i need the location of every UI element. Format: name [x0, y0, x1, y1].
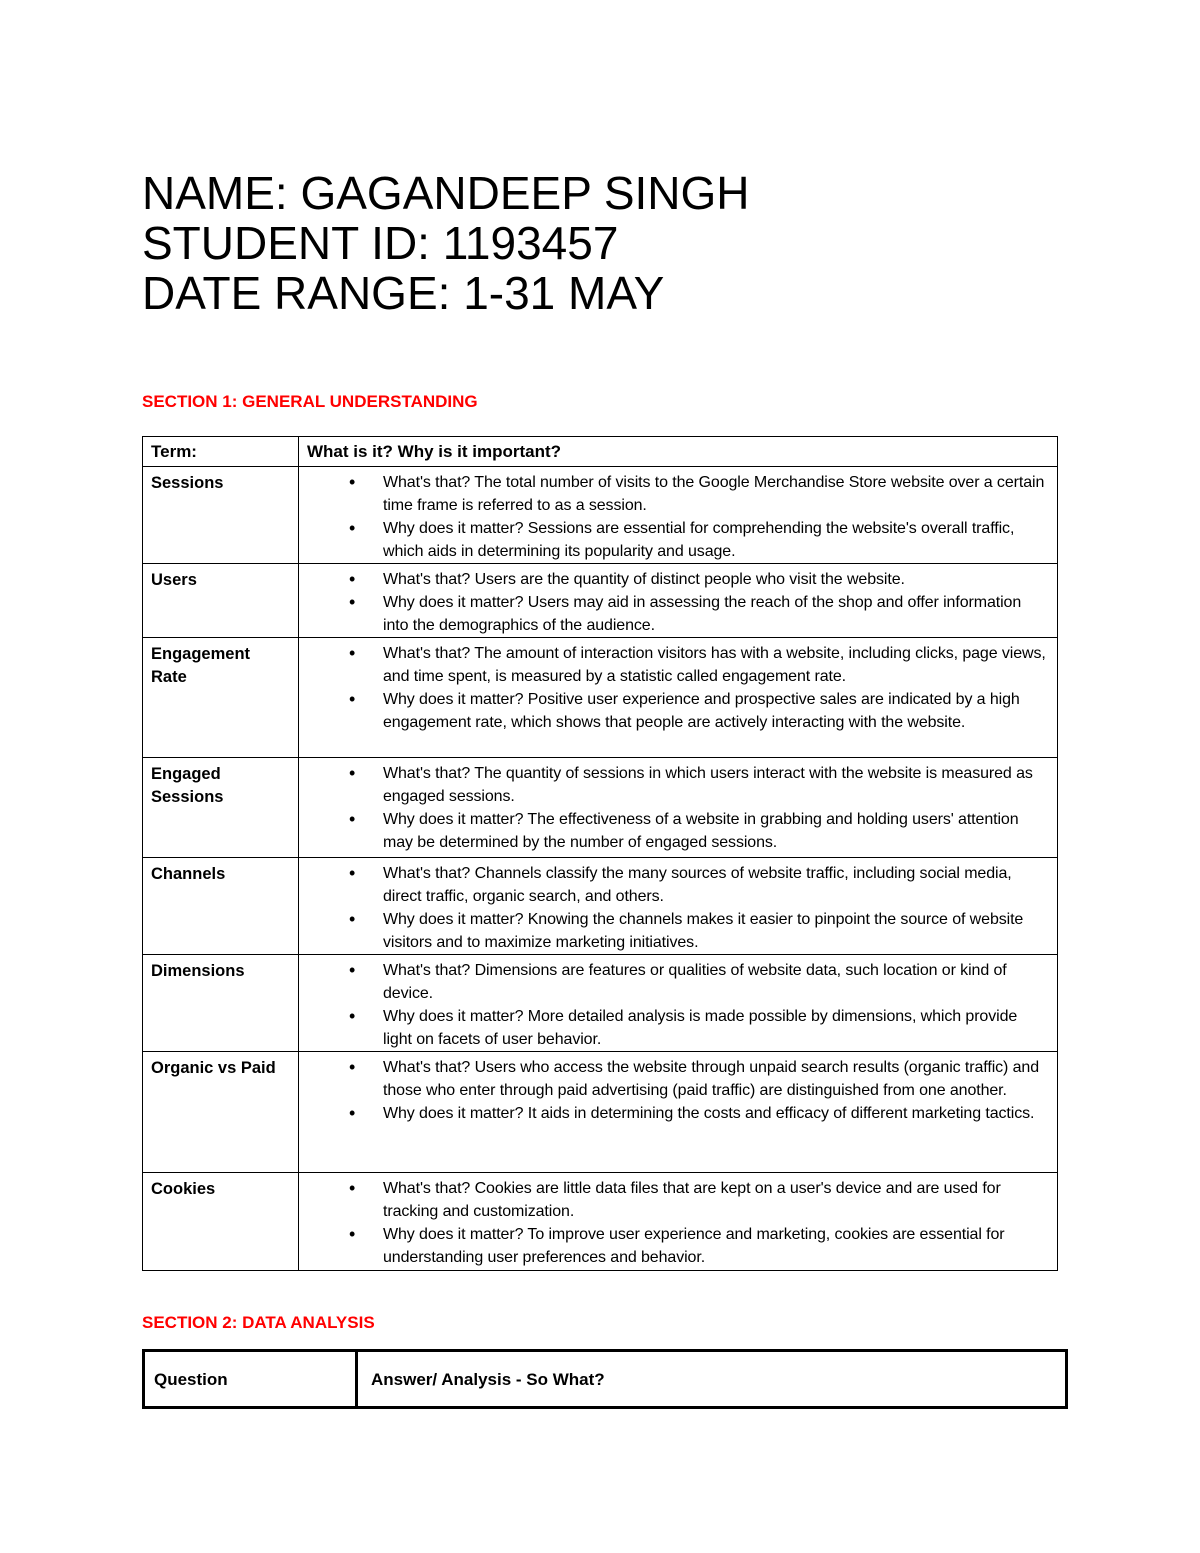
bullet-whats-that: • What's that? The quantity of sessions in which users interact with the website is measured as engaged sessions.: [383, 762, 1047, 808]
term-description: [299, 1052, 1058, 1173]
table-header-row: [143, 437, 1058, 467]
bullet-list: [299, 642, 1051, 734]
table-row-engagement-rate: [143, 638, 1058, 758]
data-analysis-table: [142, 1349, 1068, 1409]
bullet-why-matter: • Why does it matter? It aids in determining the costs and efficacy of different marketing tactics.: [383, 1102, 1047, 1125]
bullet-list: [299, 862, 1051, 954]
general-understanding-table: [142, 436, 1058, 1271]
term-label: Dimensions: [143, 955, 299, 1052]
bullet-whats-that: • What's that? Cookies are little data files that are kept on a user's device and are used for tracking and customization.: [383, 1177, 1047, 1223]
bullet-why-matter: • Why does it matter? The effectiveness of a website in grabbing and holding users' attention may be determined by the number of engaged sessions.: [383, 808, 1047, 854]
term-label: Engagement Rate: [143, 638, 299, 758]
bullet-whats-that: • What's that? The total number of visits to the Google Merchandise Store website over a certain time frame is referred to as a session.: [383, 471, 1047, 517]
term-description: [299, 1173, 1058, 1271]
column-header-description: What is it? Why is it important?: [299, 437, 1058, 467]
table-row-sessions: [143, 467, 1058, 564]
bullet-why-matter: • Why does it matter? More detailed analysis is made possible by dimensions, which provide light on facets of user behavior.: [383, 1005, 1047, 1051]
term-description: [299, 564, 1058, 638]
bullet-why-matter: • Why does it matter? Sessions are essential for comprehending the website's overall traffic, which aids in determining its popularity and usage.: [383, 517, 1047, 563]
analysis-header-row: [144, 1351, 1067, 1408]
term-description: [299, 758, 1058, 858]
table-row-organic-vs-paid: [143, 1052, 1058, 1173]
bullet-list: [299, 471, 1051, 563]
bullet-why-matter: • Why does it matter? Users may aid in assessing the reach of the shop and offer information into the demographics of the audience.: [383, 591, 1047, 637]
student-header: [142, 0, 1072, 318]
table-row-users: [143, 564, 1058, 638]
bullet-list: [299, 1056, 1051, 1125]
column-header-answer: Answer/ Analysis - So What?: [357, 1351, 1067, 1408]
bullet-why-matter: • Why does it matter? Knowing the channels makes it easier to pinpoint the source of website visitors and to maximize marketing initiatives.: [383, 908, 1047, 954]
bullet-whats-that: • What's that? Users are the quantity of distinct people who visit the website.: [383, 568, 1047, 591]
bullet-list: [299, 1177, 1051, 1269]
bullet-whats-that: • What's that? Dimensions are features or qualities of website data, such location or kind of device.: [383, 959, 1047, 1005]
bullet-why-matter: • Why does it matter? To improve user experience and marketing, cookies are essential for understanding user preferences and behavior.: [383, 1223, 1047, 1269]
term-label: Cookies: [143, 1173, 299, 1271]
date-range-line: DATE RANGE: 1-31 MAY: [142, 267, 665, 319]
bullet-whats-that: • What's that? Users who access the website through unpaid search results (organic traffic) and those who enter through paid advertising (paid traffic) are distinguished from one another.: [383, 1056, 1047, 1102]
table-row-channels: [143, 858, 1058, 955]
student-id-line: STUDENT ID: 1193457: [142, 217, 619, 269]
bullet-list: [299, 568, 1051, 637]
bullet-list: [299, 959, 1051, 1051]
term-label: Users: [143, 564, 299, 638]
term-label: Organic vs Paid: [143, 1052, 299, 1173]
term-description: [299, 858, 1058, 955]
term-label: Engaged Sessions: [143, 758, 299, 858]
bullet-why-matter: • Why does it matter? Positive user experience and prospective sales are indicated by a high engagement rate, which shows that people are actively interacting with the website.: [383, 688, 1047, 734]
student-name-line: NAME: GAGANDEEP SINGH: [142, 167, 750, 219]
document-page: [142, 0, 1072, 1409]
term-description: [299, 955, 1058, 1052]
column-header-term: Term:: [143, 437, 299, 467]
section1-heading: SECTION 1: GENERAL UNDERSTANDING: [142, 392, 478, 411]
term-description: [299, 638, 1058, 758]
table-row-cookies: [143, 1173, 1058, 1271]
section2-heading: SECTION 2: DATA ANALYSIS: [142, 1313, 375, 1332]
bullet-whats-that: • What's that? Channels classify the many sources of website traffic, including social media, direct traffic, organic search, and others.: [383, 862, 1047, 908]
column-header-question: Question: [144, 1351, 357, 1408]
term-description: [299, 467, 1058, 564]
term-label: Sessions: [143, 467, 299, 564]
table-row-engaged-sessions: [143, 758, 1058, 858]
term-label: Channels: [143, 858, 299, 955]
bullet-whats-that: • What's that? The amount of interaction visitors has with a website, including clicks, page views, and time spent, is measured by a statistic called engagement rate.: [383, 642, 1047, 688]
bullet-list: [299, 762, 1051, 854]
table-row-dimensions: [143, 955, 1058, 1052]
